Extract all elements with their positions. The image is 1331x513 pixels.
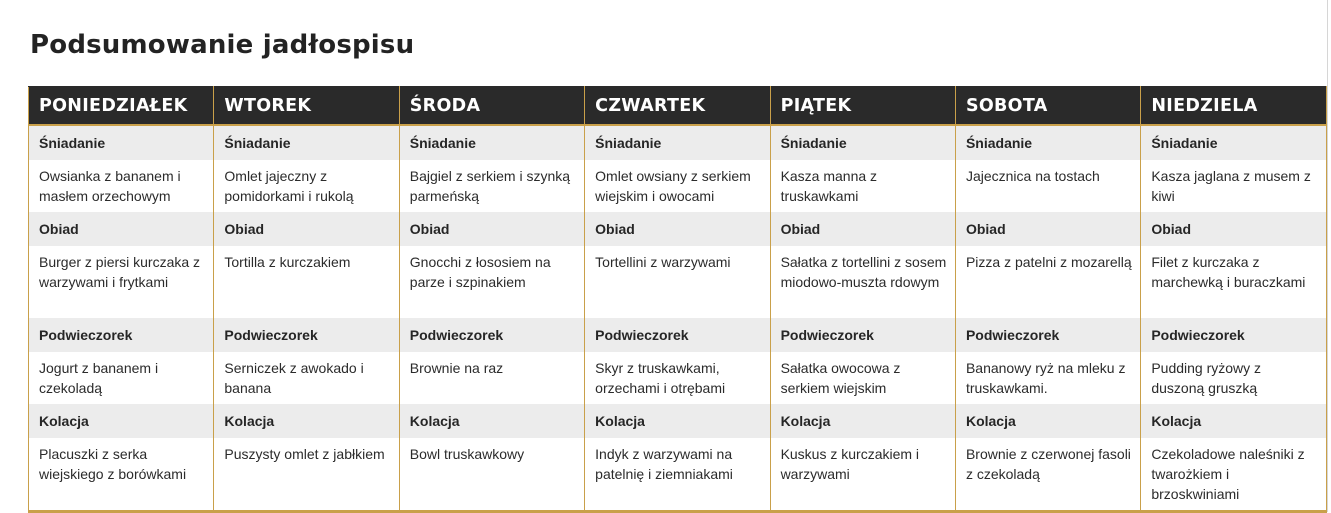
meal-label: Podwieczorek <box>214 318 399 352</box>
meal-label: Obiad <box>29 212 214 246</box>
meal-label: Podwieczorek <box>955 318 1140 352</box>
day-header-wednesday: ŚRODA <box>399 87 584 126</box>
meal-label: Kolacja <box>770 404 955 438</box>
dish-cell: Puszysty omlet z jabłkiem <box>214 438 399 512</box>
dish-cell: Tortilla z kurczakiem <box>214 246 399 318</box>
meal-label: Obiad <box>585 212 770 246</box>
meal-label-row-snack <box>29 318 1327 352</box>
page-edge-divider <box>1327 0 1328 512</box>
dish-cell: Kuskus z kurczakiem i warzywami <box>770 438 955 512</box>
dish-cell: Sałatka owocowa z serkiem wiejskim <box>770 352 955 404</box>
meal-label: Śniadanie <box>214 125 399 160</box>
dish-cell: Omlet jajeczny z pomidorkami i rukolą <box>214 160 399 212</box>
meal-label: Śniadanie <box>1141 125 1326 160</box>
meal-label: Obiad <box>399 212 584 246</box>
dish-row-dinner <box>29 438 1327 512</box>
dish-cell: Pudding ryżowy z duszoną gruszką <box>1141 352 1326 404</box>
dish-cell: Omlet owsiany z serkiem wiejskim i owocami <box>585 160 770 212</box>
meal-label: Śniadanie <box>585 125 770 160</box>
dish-cell: Placuszki z serka wiejskiego z borówkami <box>29 438 214 512</box>
meal-label: Podwieczorek <box>1141 318 1326 352</box>
dish-cell: Bajgiel z serkiem i szynką parmeńską <box>399 160 584 212</box>
meal-label: Kolacja <box>585 404 770 438</box>
page-title: Podsumowanie jadłospisu <box>30 30 415 60</box>
dish-row-breakfast <box>29 160 1327 212</box>
meal-label-row-breakfast <box>29 125 1327 160</box>
meal-label: Podwieczorek <box>29 318 214 352</box>
dish-cell: Owsianka z bananem i masłem orzechowym <box>29 160 214 212</box>
dish-cell: Sałatka z tortellini z sosem miodowo-muszta rdowym <box>770 246 955 318</box>
meal-label-row-dinner <box>29 404 1327 438</box>
meal-label: Obiad <box>1141 212 1326 246</box>
day-header-sunday: NIEDZIELA <box>1141 87 1326 126</box>
day-header-saturday: SOBOTA <box>955 87 1140 126</box>
dish-row-lunch <box>29 246 1327 318</box>
dish-cell: Filet z kurczaka z marchewką i buraczkami <box>1141 246 1326 318</box>
day-header-thursday: CZWARTEK <box>585 87 770 126</box>
meal-label: Podwieczorek <box>399 318 584 352</box>
meal-label: Kolacja <box>399 404 584 438</box>
day-header-tuesday: WTOREK <box>214 87 399 126</box>
meal-label: Kolacja <box>1141 404 1326 438</box>
dish-cell: Burger z piersi kurczaka z warzywami i frytkami <box>29 246 214 318</box>
dish-cell: Brownie z czerwonej fasoli z czekoladą <box>955 438 1140 512</box>
meal-label: Obiad <box>955 212 1140 246</box>
dish-cell: Jajecznica na tostach <box>955 160 1140 212</box>
meal-label: Obiad <box>770 212 955 246</box>
dish-cell: Serniczek z awokado i banana <box>214 352 399 404</box>
meal-label: Kolacja <box>214 404 399 438</box>
meal-label: Śniadanie <box>399 125 584 160</box>
dish-row-snack <box>29 352 1327 404</box>
dish-cell: Tortellini z warzywami <box>585 246 770 318</box>
dish-cell: Kasza jaglana z musem z kiwi <box>1141 160 1326 212</box>
dish-cell: Indyk z warzywami na patelnię i ziemniakami <box>585 438 770 512</box>
meal-label-row-lunch <box>29 212 1327 246</box>
dish-cell: Gnocchi z łososiem na parze i szpinakiem <box>399 246 584 318</box>
meal-label: Kolacja <box>955 404 1140 438</box>
dish-cell: Czekoladowe naleśniki z twarożkiem i brzoskwiniami <box>1141 438 1326 512</box>
dish-cell: Kasza manna z truskawkami <box>770 160 955 212</box>
menu-table <box>28 86 1327 513</box>
meal-label: Kolacja <box>29 404 214 438</box>
dish-cell: Jogurt z bananem i czekoladą <box>29 352 214 404</box>
day-header-row <box>29 87 1327 126</box>
dish-cell: Skyr z truskawkami, orzechami i otrębami <box>585 352 770 404</box>
meal-label: Śniadanie <box>770 125 955 160</box>
dish-cell: Pizza z patelni z mozarellą <box>955 246 1140 318</box>
meal-label: Śniadanie <box>955 125 1140 160</box>
day-header-friday: PIĄTEK <box>770 87 955 126</box>
meal-label: Obiad <box>214 212 399 246</box>
day-header-monday: PONIEDZIAŁEK <box>29 87 214 126</box>
meal-label: Podwieczorek <box>585 318 770 352</box>
meal-label: Śniadanie <box>29 125 214 160</box>
dish-cell: Bowl truskawkowy <box>399 438 584 512</box>
dish-cell: Bananowy ryż na mleku z truskawkami. <box>955 352 1140 404</box>
dish-cell: Brownie na raz <box>399 352 584 404</box>
meal-label: Podwieczorek <box>770 318 955 352</box>
